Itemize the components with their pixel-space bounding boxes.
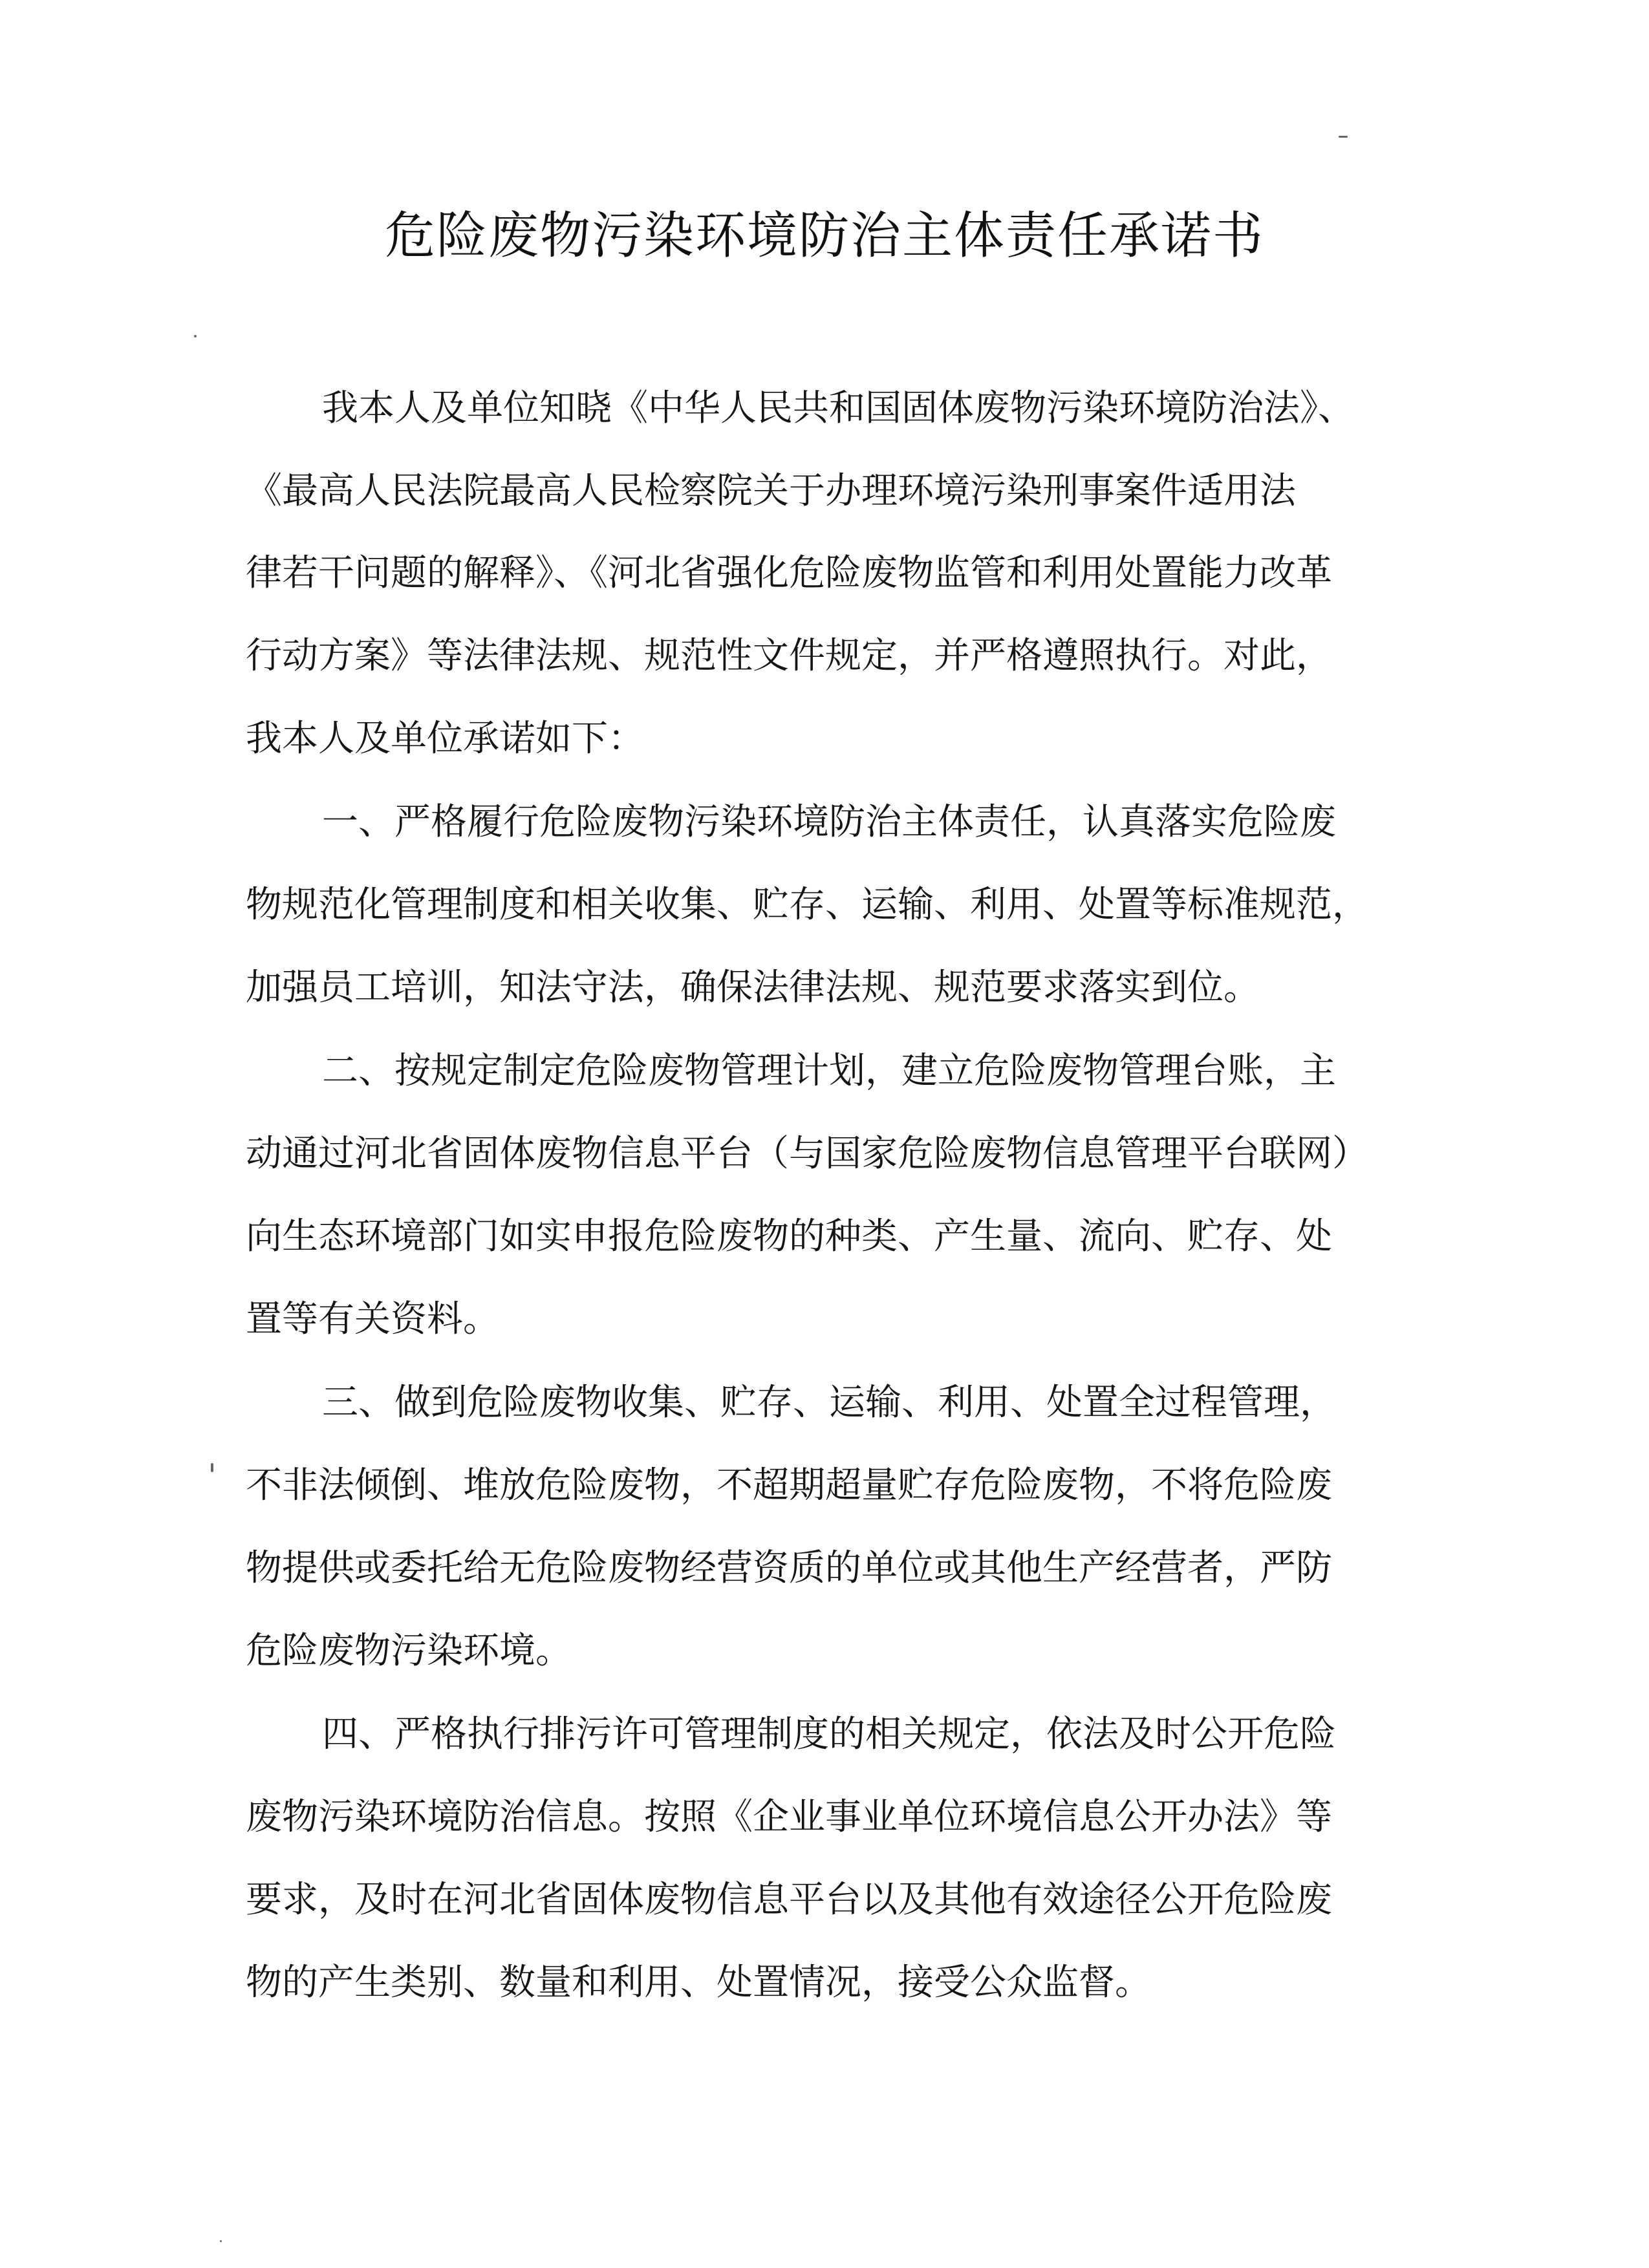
body-line-8: 加强员工培训，知法守法，确保法律法规、规范要求落实到位。 (246, 967, 1260, 1009)
body-line-20: 物的产生类别、数量和利用、处置情况，接受公众监督。 (246, 1962, 1151, 2004)
body-line-16: 危险废物污染环境。 (246, 1630, 572, 1672)
document-title: 危险废物污染环境防治主体责任承诺书 (384, 207, 1264, 265)
body-line-3: 律若干问题的解释》、《河北省强化危险废物监管和利用处置能力改革 (246, 552, 1332, 594)
body-line-1: 我本人及单位知晓《中华人民共和国固体废物污染环境防治法》、 (322, 387, 1354, 429)
body-line-15: 物提供或委托给无危险废物经营资质的单位或其他生产经营者，严防 (246, 1547, 1332, 1589)
body-line-5: 我本人及单位承诺如下： (246, 718, 644, 760)
scan-speck (194, 335, 197, 337)
body-line-11: 向生态环境部门如实申报危险废物的种类、产生量、流向、贮存、处 (246, 1215, 1332, 1257)
body-line-13: 三、做到危险废物收集、贮存、运输、利用、处置全过程管理， (322, 1382, 1336, 1424)
scan-speck (211, 1463, 213, 1472)
body-line-17: 四、严格执行排污许可管理制度的相关规定，依法及时公开危险 (322, 1713, 1336, 1755)
body-line-12: 置等有关资料。 (246, 1298, 499, 1340)
body-line-7: 物规范化管理制度和相关收集、贮存、运输、利用、处置等标准规范， (246, 884, 1368, 926)
scan-speck (220, 2240, 222, 2242)
body-line-6: 一、严格履行危险废物污染环境防治主体责任，认真落实危险废 (322, 801, 1336, 843)
scan-speck (1339, 136, 1348, 138)
body-line-18: 废物污染环境防治信息。按照《企业事业单位环境信息公开办法》等 (246, 1796, 1332, 1838)
body-line-10: 动通过河北省固体废物信息平台（与国家危险废物信息管理平台联网） (246, 1133, 1368, 1175)
body-line-2: 《最高人民法院最高人民检察院关于办理环境污染刑事案件适用法 (246, 470, 1296, 512)
body-line-4: 行动方案》等法律法规、规范性文件规定，并严格遵照执行。对此， (246, 635, 1332, 677)
body-line-14: 不非法倾倒、堆放危险废物，不超期超量贮存危险废物，不将危险废 (246, 1464, 1332, 1506)
body-line-9: 二、按规定制定危险废物管理计划，建立危险废物管理台账，主 (322, 1050, 1336, 1092)
body-line-19: 要求，及时在河北省固体废物信息平台以及其他有效途径公开危险废 (246, 1879, 1332, 1921)
